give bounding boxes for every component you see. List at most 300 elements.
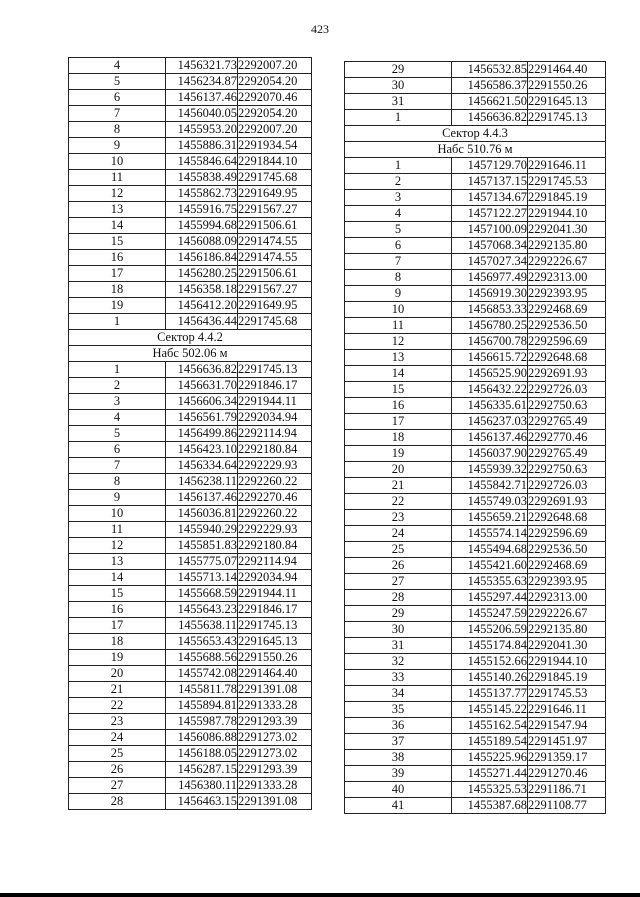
table-row	[69, 602, 312, 618]
y-coordinate-cell: 2291550.26	[528, 78, 606, 94]
x-coordinate-cell: 1455325.53	[452, 782, 528, 798]
table-row	[345, 302, 606, 318]
x-coordinate-cell: 1456186.84	[166, 250, 238, 266]
table-row	[345, 526, 606, 542]
y-coordinate-cell: 2292229.93	[238, 522, 312, 538]
x-coordinate-cell: 1455638.11	[166, 618, 238, 634]
table-row	[345, 78, 606, 94]
table-row	[345, 574, 606, 590]
point-number-cell: 4	[345, 206, 452, 222]
x-coordinate-cell: 1455994.68	[166, 218, 238, 234]
table-row	[69, 314, 312, 330]
point-number-cell: 22	[69, 698, 166, 714]
y-coordinate-cell: 2291273.02	[238, 746, 312, 762]
y-coordinate-cell: 2291506.61	[238, 266, 312, 282]
y-coordinate-cell: 2291745.68	[238, 314, 312, 330]
x-coordinate-cell: 1455355.63	[452, 574, 528, 590]
point-number-cell: 10	[69, 154, 166, 170]
y-coordinate-cell: 2292536.50	[528, 542, 606, 558]
x-coordinate-cell: 1456780.25	[452, 318, 528, 334]
x-coordinate-cell: 1455886.31	[166, 138, 238, 154]
table-row	[69, 458, 312, 474]
x-coordinate-cell: 1456036.81	[166, 506, 238, 522]
x-coordinate-cell: 1455846.64	[166, 154, 238, 170]
point-number-cell: 7	[69, 458, 166, 474]
table-row	[69, 570, 312, 586]
point-number-cell: 19	[69, 298, 166, 314]
point-number-cell: 6	[345, 238, 452, 254]
y-coordinate-cell: 2292750.63	[528, 462, 606, 478]
y-coordinate-cell: 2292034.94	[238, 570, 312, 586]
x-coordinate-cell: 1455862.73	[166, 186, 238, 202]
point-number-cell: 6	[69, 90, 166, 106]
y-coordinate-cell: 2292054.20	[238, 106, 312, 122]
point-number-cell: 13	[69, 554, 166, 570]
x-coordinate-cell: 1456237.03	[452, 414, 528, 430]
y-coordinate-cell: 2292691.93	[528, 366, 606, 382]
x-coordinate-cell: 1455939.32	[452, 462, 528, 478]
y-coordinate-cell: 2291745.13	[238, 362, 312, 378]
point-number-cell: 4	[69, 410, 166, 426]
x-coordinate-cell: 1455297.44	[452, 590, 528, 606]
y-coordinate-cell: 2292468.69	[528, 558, 606, 574]
table-row	[69, 394, 312, 410]
table-row	[69, 378, 312, 394]
point-number-cell: 34	[345, 686, 452, 702]
y-coordinate-cell: 2291550.26	[238, 650, 312, 666]
y-coordinate-cell: 2292770.46	[528, 430, 606, 446]
x-coordinate-cell: 1455189.54	[452, 734, 528, 750]
x-coordinate-cell: 1456137.46	[452, 430, 528, 446]
table-row	[69, 106, 312, 122]
x-coordinate-cell: 1456636.82	[166, 362, 238, 378]
x-coordinate-cell: 1456636.82	[452, 110, 528, 126]
y-coordinate-cell: 2292135.80	[528, 622, 606, 638]
point-number-cell: 7	[345, 254, 452, 270]
y-coordinate-cell: 2292007.20	[238, 122, 312, 138]
table-row	[345, 206, 606, 222]
x-coordinate-cell: 1456499.86	[166, 426, 238, 442]
point-number-cell: 8	[345, 270, 452, 286]
table-row	[345, 94, 606, 110]
table-row	[69, 138, 312, 154]
point-number-cell: 24	[345, 526, 452, 542]
table-row	[345, 494, 606, 510]
table-row	[345, 782, 606, 798]
y-coordinate-cell: 2292313.00	[528, 590, 606, 606]
table-row	[69, 730, 312, 746]
x-coordinate-cell: 1457122.27	[452, 206, 528, 222]
y-coordinate-cell: 2292226.67	[528, 254, 606, 270]
x-coordinate-cell: 1456234.87	[166, 74, 238, 90]
table-row	[69, 554, 312, 570]
point-number-cell: 40	[345, 782, 452, 798]
y-coordinate-cell: 2292313.00	[528, 270, 606, 286]
y-coordinate-cell: 2291567.27	[238, 282, 312, 298]
y-coordinate-cell: 2291273.02	[238, 730, 312, 746]
table-row	[345, 510, 606, 526]
x-coordinate-cell: 1456463.15	[166, 794, 238, 810]
coordinates-table-left	[68, 57, 312, 810]
y-coordinate-cell: 2292536.50	[528, 318, 606, 334]
table-row	[69, 634, 312, 650]
y-coordinate-cell: 2292270.46	[238, 490, 312, 506]
x-coordinate-cell: 1456040.05	[166, 106, 238, 122]
y-coordinate-cell: 2291567.27	[238, 202, 312, 218]
point-number-cell: 12	[69, 186, 166, 202]
x-coordinate-cell: 1455225.96	[452, 750, 528, 766]
y-coordinate-cell: 2291745.68	[238, 170, 312, 186]
table-row	[69, 474, 312, 490]
table-row	[69, 170, 312, 186]
x-coordinate-cell: 1455421.60	[452, 558, 528, 574]
table-row	[345, 190, 606, 206]
y-coordinate-cell: 2291474.55	[238, 250, 312, 266]
x-coordinate-cell: 1455494.68	[452, 542, 528, 558]
table-row	[69, 698, 312, 714]
point-number-cell: 31	[345, 94, 452, 110]
y-coordinate-cell: 2291944.11	[238, 586, 312, 602]
x-coordinate-cell: 1456606.34	[166, 394, 238, 410]
point-number-cell: 15	[345, 382, 452, 398]
point-number-cell: 7	[69, 106, 166, 122]
point-number-cell: 32	[345, 654, 452, 670]
table-row	[69, 298, 312, 314]
y-coordinate-cell: 2291649.95	[238, 186, 312, 202]
x-coordinate-cell: 1455145.22	[452, 702, 528, 718]
x-coordinate-cell: 1455140.26	[452, 670, 528, 686]
table-row	[345, 686, 606, 702]
x-coordinate-cell: 1456287.15	[166, 762, 238, 778]
x-coordinate-cell: 1455742.08	[166, 666, 238, 682]
point-number-cell: 9	[345, 286, 452, 302]
x-coordinate-cell: 1455688.56	[166, 650, 238, 666]
table-row	[345, 382, 606, 398]
x-coordinate-cell: 1455775.07	[166, 554, 238, 570]
table-row	[345, 590, 606, 606]
point-number-cell: 19	[69, 650, 166, 666]
table-row	[69, 266, 312, 282]
point-number-cell: 5	[69, 74, 166, 90]
point-number-cell: 28	[69, 794, 166, 810]
point-number-cell: 10	[345, 302, 452, 318]
point-number-cell: 37	[345, 734, 452, 750]
x-coordinate-cell: 1457027.34	[452, 254, 528, 270]
table-row	[345, 734, 606, 750]
y-coordinate-cell: 2292114.94	[238, 426, 312, 442]
y-coordinate-cell: 2291293.39	[238, 714, 312, 730]
x-coordinate-cell: 1456432.22	[452, 382, 528, 398]
y-coordinate-cell: 2291270.46	[528, 766, 606, 782]
x-coordinate-cell: 1457100.09	[452, 222, 528, 238]
point-number-cell: 18	[69, 634, 166, 650]
y-coordinate-cell: 2292229.93	[238, 458, 312, 474]
table-row	[345, 638, 606, 654]
y-coordinate-cell: 2292765.49	[528, 446, 606, 462]
y-coordinate-cell: 2292648.68	[528, 510, 606, 526]
sector-title: Сектор 4.4.3	[345, 126, 606, 142]
point-number-cell: 28	[345, 590, 452, 606]
point-number-cell: 16	[69, 602, 166, 618]
table-row	[345, 110, 606, 126]
table-row	[345, 350, 606, 366]
y-coordinate-cell: 2291645.13	[528, 94, 606, 110]
point-number-cell: 18	[69, 282, 166, 298]
point-number-cell: 30	[345, 78, 452, 94]
table-row	[69, 90, 312, 106]
x-coordinate-cell: 1455152.66	[452, 654, 528, 670]
sector-area: Набс 510.76 м	[345, 142, 606, 158]
x-coordinate-cell: 1455271.44	[452, 766, 528, 782]
x-coordinate-cell: 1455838.49	[166, 170, 238, 186]
point-number-cell: 31	[345, 638, 452, 654]
y-coordinate-cell: 2291186.71	[528, 782, 606, 798]
point-number-cell: 36	[345, 718, 452, 734]
x-coordinate-cell: 1456631.70	[166, 378, 238, 394]
point-number-cell: 17	[69, 618, 166, 634]
y-coordinate-cell: 2291464.40	[528, 62, 606, 78]
table-row	[345, 622, 606, 638]
y-coordinate-cell: 2292070.46	[238, 90, 312, 106]
y-coordinate-cell: 2292180.84	[238, 442, 312, 458]
y-coordinate-cell: 2291846.17	[238, 602, 312, 618]
table-row	[345, 798, 606, 814]
y-coordinate-cell: 2291391.08	[238, 682, 312, 698]
point-number-cell: 11	[345, 318, 452, 334]
x-coordinate-cell: 1455137.77	[452, 686, 528, 702]
point-number-cell: 5	[69, 426, 166, 442]
x-coordinate-cell: 1456188.05	[166, 746, 238, 762]
x-coordinate-cell: 1455668.59	[166, 586, 238, 602]
y-coordinate-cell: 2292393.95	[528, 286, 606, 302]
x-coordinate-cell: 1456380.11	[166, 778, 238, 794]
y-coordinate-cell: 2291474.55	[238, 234, 312, 250]
x-coordinate-cell: 1456525.90	[452, 366, 528, 382]
x-coordinate-cell: 1456280.25	[166, 266, 238, 282]
x-coordinate-cell: 1457134.67	[452, 190, 528, 206]
point-number-cell: 30	[345, 622, 452, 638]
x-coordinate-cell: 1455713.14	[166, 570, 238, 586]
table-row	[69, 762, 312, 778]
point-number-cell: 21	[345, 478, 452, 494]
x-coordinate-cell: 1456586.37	[452, 78, 528, 94]
point-number-cell: 16	[69, 250, 166, 266]
point-number-cell: 9	[69, 490, 166, 506]
x-coordinate-cell: 1455851.83	[166, 538, 238, 554]
point-number-cell: 13	[69, 202, 166, 218]
y-coordinate-cell: 2292260.22	[238, 474, 312, 490]
point-number-cell: 21	[69, 682, 166, 698]
point-number-cell: 8	[69, 122, 166, 138]
table-row	[345, 334, 606, 350]
point-number-cell: 41	[345, 798, 452, 814]
table-row	[69, 618, 312, 634]
x-coordinate-cell: 1456037.90	[452, 446, 528, 462]
y-coordinate-cell: 2291944.11	[238, 394, 312, 410]
point-number-cell: 15	[69, 234, 166, 250]
table-row	[69, 282, 312, 298]
y-coordinate-cell: 2292180.84	[238, 538, 312, 554]
x-coordinate-cell: 1455659.21	[452, 510, 528, 526]
y-coordinate-cell: 2292691.93	[528, 494, 606, 510]
x-coordinate-cell: 1456412.20	[166, 298, 238, 314]
table-row	[69, 778, 312, 794]
y-coordinate-cell: 2292750.63	[528, 398, 606, 414]
x-coordinate-cell: 1457137.15	[452, 174, 528, 190]
point-number-cell: 5	[345, 222, 452, 238]
y-coordinate-cell: 2291934.54	[238, 138, 312, 154]
y-coordinate-cell: 2291646.11	[528, 158, 606, 174]
y-coordinate-cell: 2291293.39	[238, 762, 312, 778]
point-number-cell: 2	[69, 378, 166, 394]
y-coordinate-cell: 2291333.28	[238, 698, 312, 714]
x-coordinate-cell: 1455894.81	[166, 698, 238, 714]
point-number-cell: 26	[69, 762, 166, 778]
x-coordinate-cell: 1455653.43	[166, 634, 238, 650]
y-coordinate-cell: 2291944.10	[528, 654, 606, 670]
table-row	[345, 398, 606, 414]
table-row	[345, 62, 606, 78]
y-coordinate-cell: 2292007.20	[238, 58, 312, 74]
point-number-cell: 4	[69, 58, 166, 74]
point-number-cell: 10	[69, 506, 166, 522]
y-coordinate-cell: 2292596.69	[528, 334, 606, 350]
x-coordinate-cell: 1456335.61	[452, 398, 528, 414]
x-coordinate-cell: 1456700.78	[452, 334, 528, 350]
point-number-cell: 16	[345, 398, 452, 414]
point-number-cell: 14	[69, 570, 166, 586]
sector-area-row	[69, 346, 312, 362]
table-row	[69, 442, 312, 458]
table-row	[69, 682, 312, 698]
table-row	[345, 430, 606, 446]
table-row	[69, 250, 312, 266]
table-row	[345, 606, 606, 622]
table-row	[69, 426, 312, 442]
table-row	[345, 718, 606, 734]
y-coordinate-cell: 2292054.20	[238, 74, 312, 90]
point-number-cell: 3	[69, 394, 166, 410]
point-number-cell: 1	[69, 314, 166, 330]
page-number: 423	[311, 22, 329, 36]
x-coordinate-cell: 1455387.68	[452, 798, 528, 814]
table-row	[69, 714, 312, 730]
table-row	[345, 238, 606, 254]
table-row	[345, 558, 606, 574]
point-number-cell: 26	[345, 558, 452, 574]
table-row	[69, 234, 312, 250]
table-row	[69, 186, 312, 202]
y-coordinate-cell: 2292726.03	[528, 478, 606, 494]
x-coordinate-cell: 1455574.14	[452, 526, 528, 542]
x-coordinate-cell: 1455916.75	[166, 202, 238, 218]
point-number-cell: 2	[345, 174, 452, 190]
point-number-cell: 27	[345, 574, 452, 590]
x-coordinate-cell: 1455811.78	[166, 682, 238, 698]
point-number-cell: 27	[69, 778, 166, 794]
y-coordinate-cell: 2291547.94	[528, 718, 606, 734]
point-number-cell: 1	[69, 362, 166, 378]
y-coordinate-cell: 2291745.53	[528, 174, 606, 190]
y-coordinate-cell: 2291846.17	[238, 378, 312, 394]
table-row	[69, 794, 312, 810]
point-number-cell: 25	[69, 746, 166, 762]
x-coordinate-cell: 1456238.11	[166, 474, 238, 490]
x-coordinate-cell: 1456977.49	[452, 270, 528, 286]
point-number-cell: 23	[69, 714, 166, 730]
y-coordinate-cell: 2292114.94	[238, 554, 312, 570]
y-coordinate-cell: 2292765.49	[528, 414, 606, 430]
coordinates-table-right	[344, 61, 606, 814]
y-coordinate-cell: 2292034.94	[238, 410, 312, 426]
x-coordinate-cell: 1456321.73	[166, 58, 238, 74]
y-coordinate-cell: 2292596.69	[528, 526, 606, 542]
x-coordinate-cell: 1455247.59	[452, 606, 528, 622]
point-number-cell: 3	[345, 190, 452, 206]
table-row	[69, 522, 312, 538]
point-number-cell: 17	[69, 266, 166, 282]
point-number-cell: 29	[345, 62, 452, 78]
y-coordinate-cell: 2291944.10	[528, 206, 606, 222]
table-row	[345, 750, 606, 766]
table-row	[69, 538, 312, 554]
x-coordinate-cell: 1455953.20	[166, 122, 238, 138]
x-coordinate-cell: 1456423.10	[166, 442, 238, 458]
table-row	[69, 58, 312, 74]
table-row	[345, 366, 606, 382]
table-row	[69, 586, 312, 602]
y-coordinate-cell: 2291646.11	[528, 702, 606, 718]
y-coordinate-cell: 2291649.95	[238, 298, 312, 314]
y-coordinate-cell: 2292041.30	[528, 638, 606, 654]
point-number-cell: 23	[345, 510, 452, 526]
point-number-cell: 14	[345, 366, 452, 382]
y-coordinate-cell: 2292135.80	[528, 238, 606, 254]
x-coordinate-cell: 1456436.44	[166, 314, 238, 330]
point-number-cell: 33	[345, 670, 452, 686]
y-coordinate-cell: 2291359.17	[528, 750, 606, 766]
x-coordinate-cell: 1455162.54	[452, 718, 528, 734]
point-number-cell: 1	[345, 158, 452, 174]
table-row	[345, 670, 606, 686]
point-number-cell: 11	[69, 522, 166, 538]
table-row	[345, 270, 606, 286]
x-coordinate-cell: 1455206.59	[452, 622, 528, 638]
y-coordinate-cell: 2292648.68	[528, 350, 606, 366]
point-number-cell: 39	[345, 766, 452, 782]
y-coordinate-cell: 2291745.13	[528, 110, 606, 126]
point-number-cell: 19	[345, 446, 452, 462]
point-number-cell: 11	[69, 170, 166, 186]
point-number-cell: 12	[69, 538, 166, 554]
table-row	[345, 318, 606, 334]
y-coordinate-cell: 2291506.61	[238, 218, 312, 234]
point-number-cell: 24	[69, 730, 166, 746]
sector-title: Сектор 4.4.2	[69, 330, 312, 346]
y-coordinate-cell: 2291745.53	[528, 686, 606, 702]
x-coordinate-cell: 1455842.71	[452, 478, 528, 494]
table-row	[345, 222, 606, 238]
table-row	[69, 122, 312, 138]
point-number-cell: 9	[69, 138, 166, 154]
x-coordinate-cell: 1455174.84	[452, 638, 528, 654]
x-coordinate-cell: 1456853.33	[452, 302, 528, 318]
point-number-cell: 8	[69, 474, 166, 490]
x-coordinate-cell: 1455643.23	[166, 602, 238, 618]
x-coordinate-cell: 1457068.34	[452, 238, 528, 254]
y-coordinate-cell: 2292226.67	[528, 606, 606, 622]
point-number-cell: 13	[345, 350, 452, 366]
